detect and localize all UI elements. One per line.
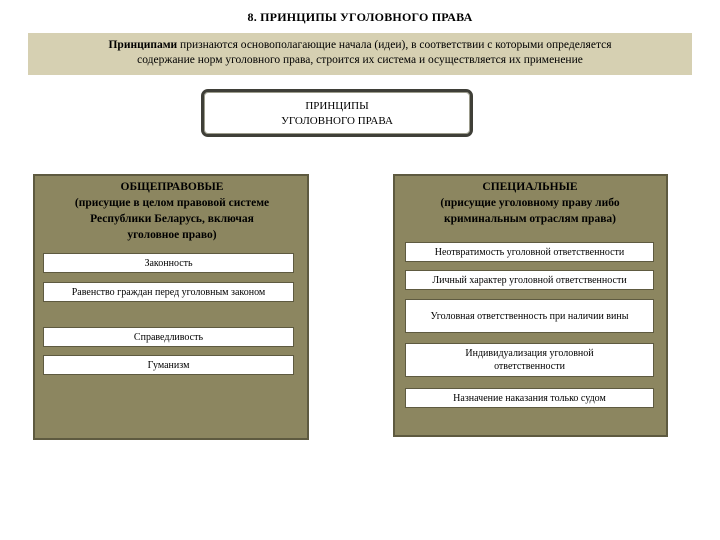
general-item-justice: Справедливость bbox=[43, 327, 294, 347]
special-item-inevitability: Неотвратимость уголовной ответственности bbox=[405, 242, 654, 262]
general-heading-line-4: уголовное право) bbox=[127, 229, 217, 241]
definition-term: Принципами bbox=[108, 39, 178, 51]
general-item-humanism: Гуманизм bbox=[43, 355, 294, 375]
root-line-2: УГОЛОВНОГО ПРАВА bbox=[281, 115, 393, 127]
special-heading-line-2: (присущие уголовному праву либо bbox=[440, 197, 620, 209]
general-heading-line-2: (присущие в целом правовой системе bbox=[74, 197, 270, 209]
general-heading-title: ОБЩЕПРАВОВЫЕ bbox=[120, 181, 224, 193]
general-item-equality: Равенство граждан перед уголовным законом bbox=[43, 282, 294, 302]
general-heading-line-3: Республики Беларусь, включая bbox=[90, 213, 254, 225]
page-title: 8. ПРИНЦИПЫ УГОЛОВНОГО ПРАВА bbox=[247, 10, 473, 24]
definition-line-1 bbox=[28, 38, 692, 53]
special-item-personal-character: Личный характер уголовной ответственности bbox=[405, 270, 654, 290]
general-item-legality: Законность bbox=[43, 253, 294, 273]
special-item-court-only: Назначение наказания только судом bbox=[405, 388, 654, 408]
special-heading-title: СПЕЦИАЛЬНЫЕ bbox=[482, 181, 578, 193]
root-line-1: ПРИНЦИПЫ bbox=[305, 100, 369, 112]
general-principles-heading bbox=[40, 179, 304, 243]
principles-root-box bbox=[201, 89, 473, 137]
definition-block bbox=[28, 33, 692, 75]
special-item-guilt: Уголовная ответственность при наличии вины bbox=[405, 299, 654, 333]
definition-text-1: признаются основополагающие начала (идеи), в соответствии с которыми определяется bbox=[177, 39, 612, 51]
special-item-individualization: Индивидуализация уголовной ответственности bbox=[405, 343, 654, 377]
definition-text-2: содержание норм уголовного права, строится их система и осуществляется их применение bbox=[137, 54, 583, 66]
special-principles-heading bbox=[398, 179, 662, 227]
special-heading-line-3: криминальным отраслям права) bbox=[443, 213, 616, 225]
